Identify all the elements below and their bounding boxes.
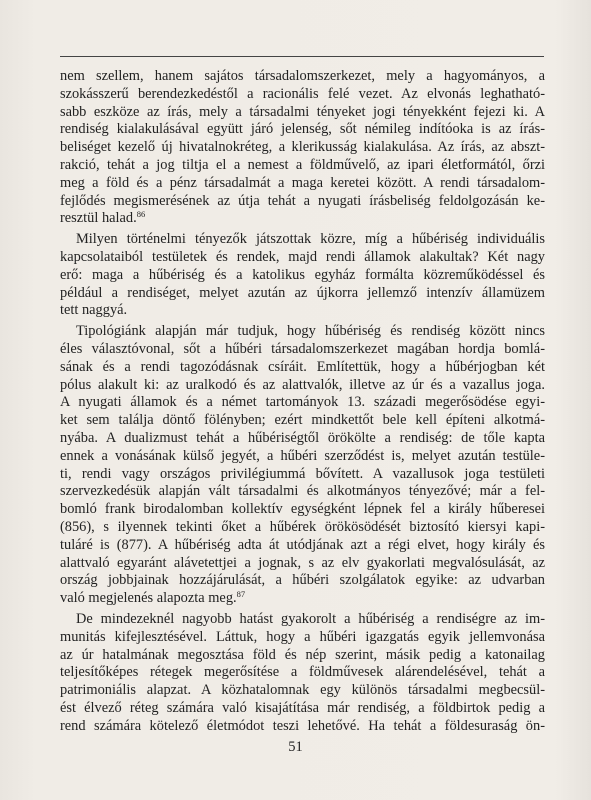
line-text: bomló frank birodalomban kollektív egységként lépnek fel a király hűberesei [60,501,545,518]
line-text: az úr hatalmának megosztása föld és nép szerint, másik pedig a katonailag [60,646,545,663]
text-line [60,341,545,359]
line-text: ket sem találja döntő fölényben; ezért mindkettőt bele kell építeni alkotmá- [60,412,545,429]
text-line [60,121,545,139]
text-line [60,412,545,430]
line-text: szokásszerű berendezkedéstől a racionális felé vezet. Az elvonás leghatható- [60,85,545,102]
text-line [60,664,545,682]
line-text: rakció, tehát a jog tiltja el a nemest a földművelő, az ipari életformától, őrzi [60,156,545,173]
page-number: 51 [288,739,303,755]
paragraph [60,231,545,320]
body-text [60,68,545,738]
text-line [60,590,545,608]
text-line [60,629,545,647]
text-line [60,647,545,665]
line-text: ti, rendi vagy országos privilégiummá bővített. A vazallusok joga testületi [60,465,545,482]
line-text: erő: maga a hűbériség és a katolikus egyház formálta közreműködéssel és [60,266,545,283]
text-line [60,718,545,736]
line-text: nem szellem, hanem sajátos társadalomszerkezet, mely a hagyományos, a [60,68,545,84]
text-line [60,86,545,104]
line-text: való megjelenés alapozta meg. [60,590,237,607]
text-line [60,572,545,590]
text-line [60,700,545,718]
text-line [60,285,545,303]
line-text: De mindezeknél nagyobb hatást gyakorolt a hűbériség a rendiségre az im- [76,610,545,627]
line-text: éles választóvonal, sőt a hűbéri társadalomszerkezet magában hordja bomlá- [60,340,545,357]
text-line [60,210,545,228]
line-text: szervezkedésük alapján vált társadalmi és alkotmányos tényezővé; már a fel- [60,483,545,500]
paragraph [60,323,545,608]
line-text: pólus alakult ki: az uralkodó és az alattvalók, illetve az úr és a vazallus joga. [60,376,545,393]
text-line [60,249,545,267]
line-text: (856), s ilyennek tekinti őket a hűbérek örökösödését biztosító kiersyi kapi- [60,518,545,535]
line-text: rend számára kötelező életmódot teszi lehetővé. Ha tehát a földesuraság ön- [60,717,545,734]
line-text: ést élvező réteg számára való kisajátítása már rendiség, a földbirtok pedig a [60,699,545,716]
text-line [60,394,545,412]
line-text: tett naggyá. [60,302,128,319]
text-line [60,430,545,448]
text-line [60,68,545,86]
line-text: sának és a rendi tagozódásnak csíráit. Említettük, hogy a hűbérjogban két [60,358,545,375]
text-line [60,323,545,341]
text-line [60,157,545,175]
line-text: ország jobbjainak hozzájárulását, a hűbéri szolgálatok egyike: az udvarban [60,572,545,589]
line-text: nyába. A dualizmust tehát a hűbériségtől örökölte a rendiség: de tőle kapta [60,429,545,446]
text-line [60,537,545,555]
text-line [60,519,545,537]
line-text: Tipológiánk alapján már tudjuk, hogy hűbériség és rendiség között nincs [76,323,545,340]
text-line [60,104,545,122]
text-line [60,466,545,484]
text-line [60,175,545,193]
line-text: például a rendiséget, melyet azután az újkorra jellemző intenzív államüzem [60,284,545,301]
text-line [60,448,545,466]
line-text: A nyugati államok és a német tartományok 13. századi megerősödése egyi- [60,394,545,411]
line-text: Milyen történelmi tényezők játszottak közre, míg a hűbériség individuális [76,231,545,248]
line-text: teljesítőképes rétegek megerősítése a földművesek alárendelésével, tehát a [60,664,545,681]
line-text: ennek a vonásának külső jegyét, a hűbéri szerződést is, melyet azután testüle- [60,447,545,464]
text-line [60,501,545,519]
line-text: tuláré is (877). A hűbériség adta át utódjának azt a régi elvet, hogy király és [60,536,545,553]
text-line [60,555,545,573]
paragraph [60,68,545,228]
paragraph [60,611,545,736]
line-text: alattvaló egyaránt alávetettjei a jognak, s az elv gyakorlati megvalósulását, az [60,554,545,571]
line-text: kapcsolataiból testületek és rendek, majd rendi államok alakultak? Két nagy [60,248,545,265]
line-text: rendiség kialakulásával együtt járó jelenség, sőt némileg indítóoka is az írás- [60,121,545,138]
text-line [60,359,545,377]
footnote-ref: 86 [136,209,146,220]
line-text: sabb eszköze az írás, mely a társadalmi tényeket jogi tényekként fejezi ki. A [60,103,545,120]
text-line [60,483,545,501]
text-line [60,139,545,157]
line-text: patrimoniális alapzat. A közhatalomnak egy különös társadalmi megbecsül- [60,682,545,699]
text-line [60,377,545,395]
line-text: meg a föld és a pénz társadalmát a maga keretei között. A rendi társadalom- [60,174,545,191]
text-line [60,611,545,629]
line-text: resztül halad. [60,210,137,227]
line-text: fejlődés megismerésének az útja tehát a nyugati írásbeliség feldolgozásán ke- [60,192,545,209]
text-line [60,267,545,285]
text-line [60,231,545,249]
line-text: beliséget kezelő új hivatalnokréteg, a klerikusság kialakulása. Az írás, az abszt- [60,139,545,156]
text-line [60,682,545,700]
text-line [60,193,545,211]
header-rule [60,56,544,57]
footnote-ref: 87 [236,589,246,600]
text-line [60,302,545,320]
line-text: munitás kifejlesztésével. Láttuk, hogy a hűbéri igazgatás egyik jellemvonása [60,628,545,645]
